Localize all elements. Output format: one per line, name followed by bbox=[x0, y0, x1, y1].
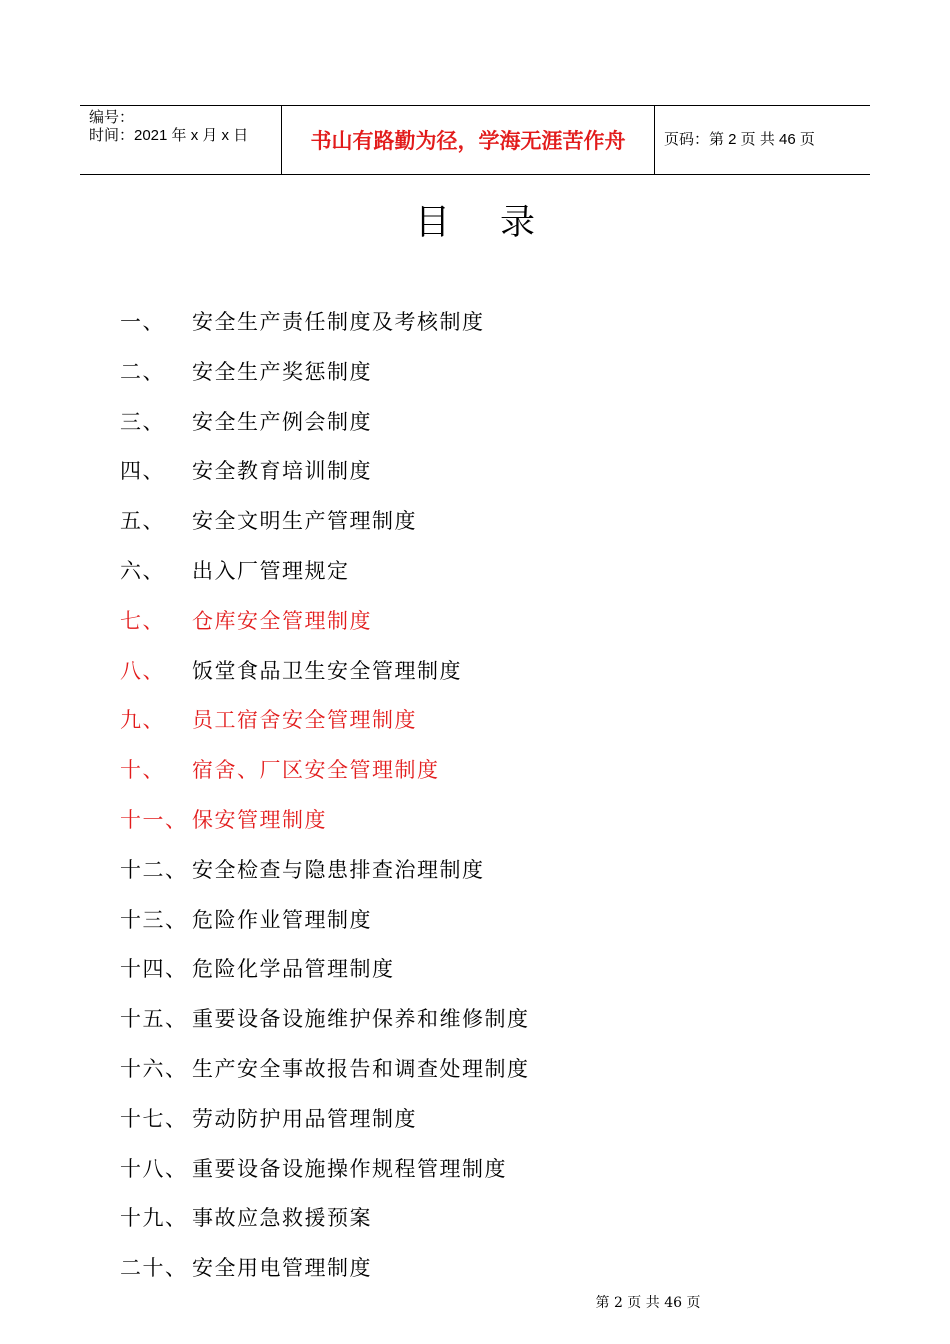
toc-item-highlighted[interactable] bbox=[120, 597, 530, 647]
toc-item-number: 十八、 bbox=[120, 1156, 188, 1181]
toc-item-number: 七、 bbox=[120, 608, 165, 633]
toc-item-title: 危险作业管理制度 bbox=[192, 907, 372, 932]
toc-item-number: 九、 bbox=[120, 708, 165, 733]
toc-item-title: 安全教育培训制度 bbox=[192, 459, 372, 484]
toc-item-title: 事故应急救援预案 bbox=[192, 1206, 372, 1231]
toc-item-title: 安全文明生产管理制度 bbox=[192, 509, 417, 534]
toc-item-title: 安全生产奖惩制度 bbox=[192, 359, 372, 384]
toc-item-title: 保安管理制度 bbox=[192, 807, 327, 832]
toc-item-number: 三、 bbox=[120, 409, 165, 434]
toc-item-number: 五、 bbox=[120, 509, 165, 534]
toc-item-number: 十五、 bbox=[120, 1007, 188, 1032]
page-title: 目录 bbox=[414, 203, 585, 243]
toc-item-number: 十九、 bbox=[120, 1206, 188, 1231]
toc-item[interactable] bbox=[120, 497, 530, 547]
toc-item-title: 出入厂管理规定 bbox=[192, 558, 350, 583]
toc-item-title: 安全用电管理制度 bbox=[192, 1256, 372, 1281]
table-of-contents bbox=[120, 298, 530, 1294]
toc-item[interactable] bbox=[120, 398, 530, 448]
toc-item-title: 安全生产例会制度 bbox=[192, 409, 372, 434]
toc-item-number: 一、 bbox=[120, 310, 165, 334]
toc-item-title: 重要设备设施操作规程管理制度 bbox=[192, 1156, 507, 1181]
toc-item-number: 六、 bbox=[120, 558, 165, 583]
toc-item-number: 十、 bbox=[120, 758, 165, 783]
toc-item-title: 生产安全事故报告和调查处理制度 bbox=[192, 1056, 530, 1081]
toc-item[interactable] bbox=[120, 1095, 530, 1145]
toc-item-number: 十六、 bbox=[120, 1056, 188, 1081]
toc-item[interactable] bbox=[120, 447, 530, 497]
toc-item-number: 四、 bbox=[120, 459, 165, 484]
toc-item-title: 宿舍、厂区安全管理制度 bbox=[192, 758, 440, 783]
toc-item[interactable] bbox=[120, 1145, 530, 1195]
toc-item[interactable] bbox=[120, 647, 530, 697]
header-motto: 书山有路勤为径，学海无涯苦作舟 bbox=[310, 129, 626, 153]
toc-item[interactable] bbox=[120, 547, 530, 597]
toc-item-title: 安全生产责任制度及考核制度 bbox=[192, 310, 485, 334]
toc-item[interactable] bbox=[120, 1244, 530, 1294]
toc-item[interactable] bbox=[120, 995, 530, 1045]
header-meta-cell bbox=[80, 106, 282, 174]
toc-item-title: 员工宿舍安全管理制度 bbox=[192, 708, 417, 733]
toc-item-number: 十七、 bbox=[120, 1106, 188, 1131]
toc-item-number: 二十、 bbox=[120, 1256, 188, 1281]
document-number-label: 编号： bbox=[89, 109, 135, 126]
toc-item[interactable] bbox=[120, 1045, 530, 1095]
toc-item-title: 劳动防护用品管理制度 bbox=[192, 1106, 417, 1131]
toc-item-title: 仓库安全管理制度 bbox=[192, 608, 372, 633]
header-page-info: 页码：第 2 页 共 46 页 bbox=[664, 131, 815, 148]
toc-item-title: 安全检查与隐患排查治理制度 bbox=[192, 857, 485, 882]
toc-item-title: 重要设备设施维护保养和维修制度 bbox=[192, 1007, 530, 1032]
toc-item-highlighted[interactable] bbox=[120, 746, 530, 796]
toc-item[interactable] bbox=[120, 298, 530, 348]
toc-item-title: 危险化学品管理制度 bbox=[192, 957, 395, 982]
toc-item-number: 十三、 bbox=[120, 907, 188, 932]
document-header bbox=[80, 105, 870, 175]
toc-item[interactable] bbox=[120, 348, 530, 398]
toc-item-number: 二、 bbox=[120, 359, 165, 384]
page-footer: 第 2 页 共 46 页 bbox=[595, 1295, 701, 1311]
header-motto-cell bbox=[282, 106, 655, 174]
toc-item[interactable] bbox=[120, 1194, 530, 1244]
toc-item-number: 十二、 bbox=[120, 857, 188, 882]
toc-item-title: 饭堂食品卫生安全管理制度 bbox=[192, 658, 462, 683]
document-date-label: 时间：2021 年 x 月 x 日 bbox=[89, 127, 249, 144]
toc-item[interactable] bbox=[120, 896, 530, 946]
toc-item-number: 八、 bbox=[120, 658, 165, 683]
toc-item[interactable] bbox=[120, 945, 530, 995]
toc-item-number: 十四、 bbox=[120, 957, 188, 982]
toc-item-number: 十一、 bbox=[120, 807, 188, 832]
toc-item[interactable] bbox=[120, 846, 530, 896]
toc-item-highlighted[interactable] bbox=[120, 796, 530, 846]
toc-item-highlighted[interactable] bbox=[120, 696, 530, 746]
header-page-cell bbox=[655, 106, 870, 174]
